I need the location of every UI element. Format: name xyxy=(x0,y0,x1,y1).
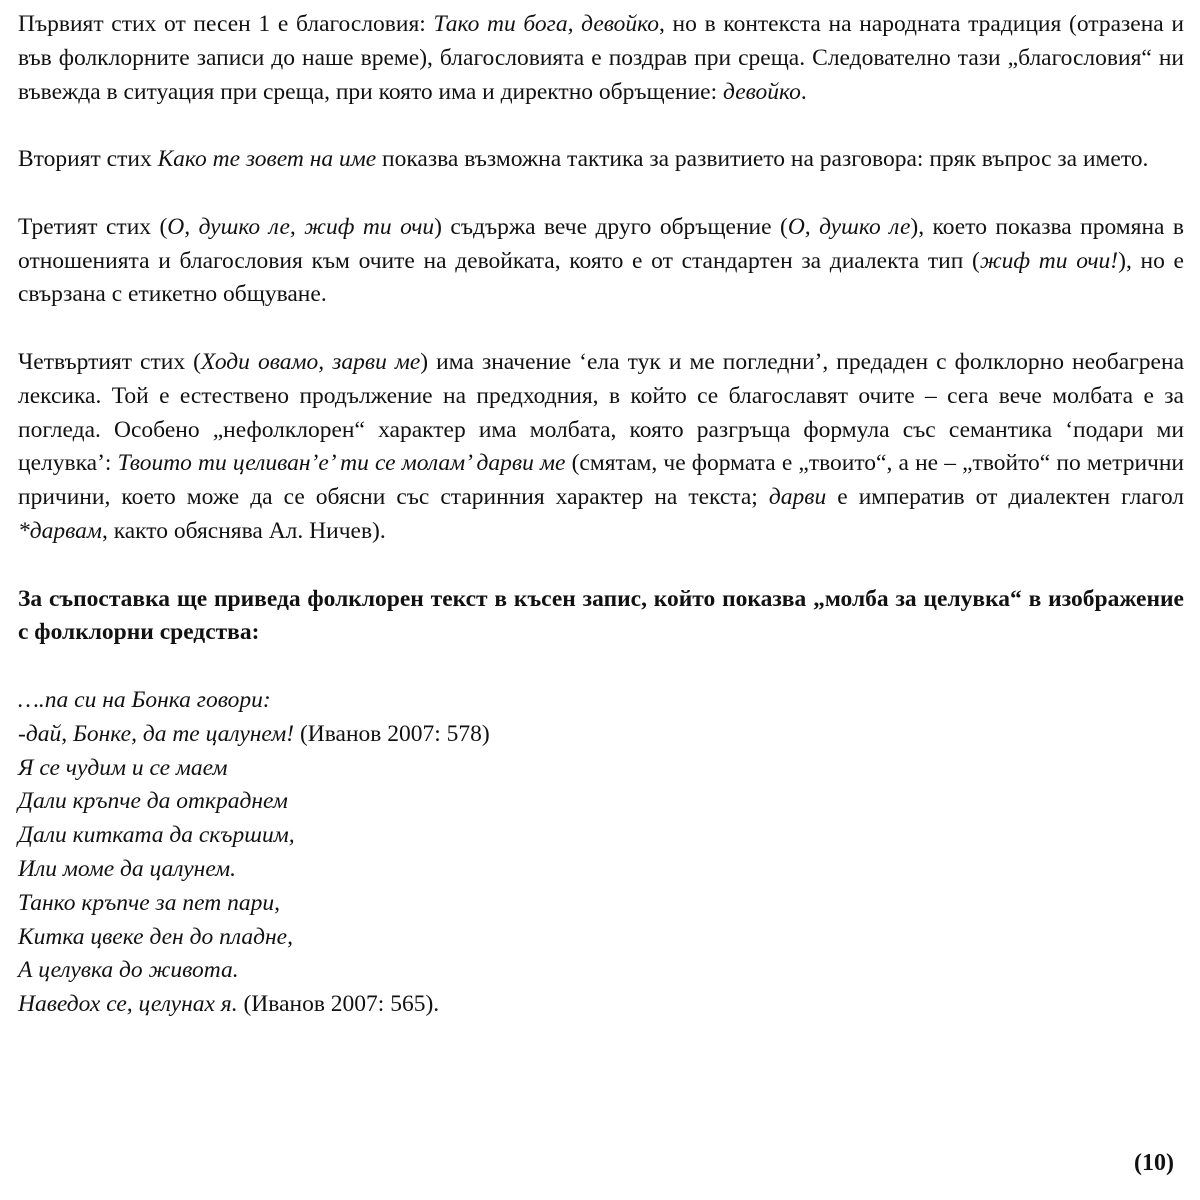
verse-line xyxy=(18,887,1184,921)
citation: (Иванов 2007: 578) xyxy=(294,720,490,747)
page-number: (10) xyxy=(1134,1150,1174,1176)
verse-line xyxy=(18,921,1184,955)
text-run: ), но е свързана с етикетно общуване. xyxy=(18,247,1184,308)
paragraph-fourth-verse xyxy=(18,346,1184,549)
verse-text: Дали китката да скършим, xyxy=(18,822,295,849)
citation: (Иванов 2007: 565). xyxy=(237,991,440,1018)
verse-line xyxy=(18,785,1184,819)
text-run: ) има значение ‘ела тук и ме погледни’, предаден с фолклорно необагрена лексика. Той е естествено продължение на предходния, в който се благославят очите – сега вече молбата е за погледа. Особено „нефолклорен“ характер има молбата, която разгръща формула със семантика ‘подари ми целувка’: xyxy=(18,348,1184,477)
text-run: показва възможна тактика за развитието на разговора: пряк въпрос за името. xyxy=(376,146,1149,173)
verse-text: Дали кръпче да откраднем xyxy=(18,788,288,815)
document-body xyxy=(18,8,1184,1056)
text-run: Четвъртият стих ( xyxy=(18,348,201,375)
text-run: . xyxy=(800,78,807,105)
verse-line xyxy=(18,718,1184,752)
italic-quote: дарви xyxy=(768,484,827,511)
verse-text: Я се чудим и се маем xyxy=(18,754,228,781)
text-run: ), което показва промяна в отношенията и благословия към очите на девойката, която е от стандартен за диалекта тип ( xyxy=(18,213,1184,274)
text-run: , но в контекста на народната традиция (отразена и във фолклорните записи до наше време), благословията е поздрав при среща. Следователно тази „благословия“ ни въвежда в ситуация при среща, при която има и директно обръщение: xyxy=(18,11,1184,105)
verse-text: ….па си на Бонка говори: xyxy=(18,686,271,713)
text-run: ) съдържа вече друго обръщение ( xyxy=(434,213,788,240)
verse-text: А целувка до живота. xyxy=(18,957,239,984)
italic-quote: жиф ти очи! xyxy=(979,247,1119,274)
paragraph-third-verse xyxy=(18,211,1184,312)
italic-quote: Ходи овамо, зарви ме xyxy=(200,348,421,375)
text-run: , както обяснява Ал. Ничев). xyxy=(101,517,386,544)
paragraph-blessing xyxy=(18,8,1184,109)
text-run: (смятам, че формата е „твоито“, а не – „твойто“ по метрични причини, което може да се обясни със старинния характер на текста; xyxy=(18,450,1184,511)
text-run: Третият стих ( xyxy=(18,213,168,240)
paragraph-second-verse xyxy=(18,143,1184,177)
verse-text: Китка цвеке ден до пладне, xyxy=(18,923,293,950)
italic-quote: Твоито ти целиван’е’ ти се молам’ дарви ме xyxy=(117,450,566,477)
comparison-heading: За съпоставка ще приведа фолклорен текст в късен запис, който показва „молба за целувка“ в изображение с фолклорни средства: xyxy=(18,585,1184,646)
verse-line xyxy=(18,752,1184,786)
italic-quote: девойко xyxy=(723,78,801,105)
italic-quote: *дарвам xyxy=(18,517,102,544)
italic-quote: Тако ти бога, девойко xyxy=(433,11,659,37)
verse-text: -дай, Бонке, да те цалунем! xyxy=(18,720,295,747)
verse-text: Наведох се, целунах я. xyxy=(18,991,238,1018)
verse-line xyxy=(18,954,1184,988)
verse-line xyxy=(18,684,1184,718)
verse-line xyxy=(18,853,1184,887)
verse-text: Или моме да цалунем. xyxy=(18,855,237,882)
italic-quote: О, душко ле, жиф ти очи xyxy=(167,213,435,240)
verse-line xyxy=(18,819,1184,853)
italic-quote: О, душко ле xyxy=(787,213,911,240)
text-run: е императив от диалектен глагол xyxy=(826,484,1184,511)
verse-line xyxy=(18,988,1184,1022)
verse-text: Танко кръпче за пет пари, xyxy=(18,889,280,916)
italic-quote: Како те зовет на име xyxy=(157,146,377,173)
text-run: Вторият стих xyxy=(18,146,158,173)
text-run: Първият стих от песен 1 е благословия: xyxy=(18,11,434,37)
folk-verse-quote xyxy=(18,684,1184,1022)
